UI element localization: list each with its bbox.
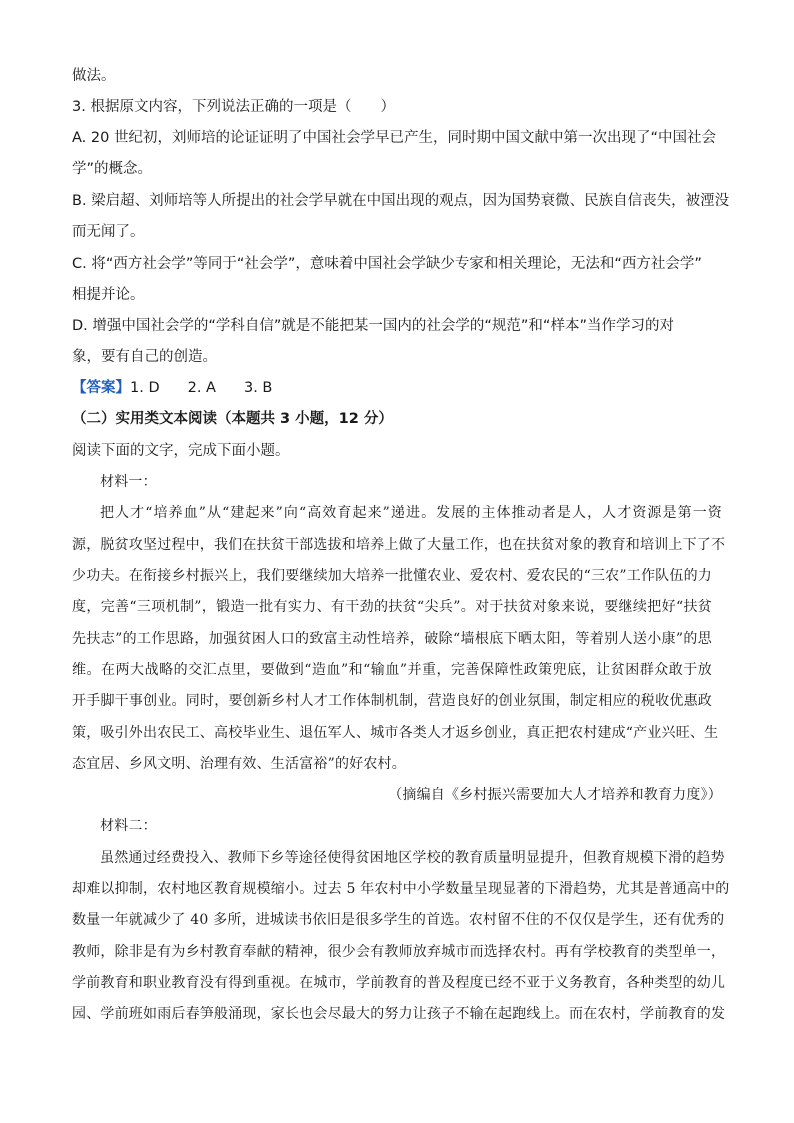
q3-option-a-line2: 学”的概念。 (72, 161, 153, 177)
section-heading: （二）实用类文本阅读（本题共 3 小题，12 分） (72, 411, 393, 427)
q2-continuation: 做法。 (72, 68, 116, 84)
q3-option-d-line1: D. 增强中国社会学的“学科自信”就是不能把某一国内的社会学的“规范”和“样本”当作学习的对 (72, 318, 674, 334)
material2-line: 园、学前班如雨后春笋般涌现，家长也会尽最大的努力让孩子不输在起跑线上。而在农村，学前教育的发 (72, 1006, 726, 1022)
q3-option-c-line2: 相提并论。 (72, 287, 145, 303)
material2-label: 材料二： (100, 818, 157, 834)
q3-option-b-line1: B. 梁启超、刘师培等人所提出的社会学早就在中国出现的观点，因为国势衰微、民族自信丧失，被湮没 (72, 193, 730, 209)
material1-line: 策，吸引外出农民工、高校毕业生、退伍军人、城市各类人才返乡创业，真正把农村建成“产业兴旺、生 (72, 725, 719, 741)
material1-line: 开手脚干事创业。同时，要创新乡村人才工作体制机制，营造良好的创业氛围，制定相应的税收优惠政 (72, 693, 712, 709)
answer-tag: 【答案】 (72, 380, 130, 396)
q3-option-c-line1: C. 将“西方社会学”等同于“社会学”，意味着中国社会学缺少专家和相关理论，无法和“西方社会学” (72, 256, 702, 272)
material2-line: 虽然通过经费投入、教师下乡等途径使得贫困地区学校的教育质量明显提升，但教育规模下滑的趋势 (100, 850, 725, 866)
material2-line: 学前教育和职业教育没有得到重视。在城市，学前教育的普及程度已经不亚于义务教育，各种类型的幼儿 (72, 975, 726, 991)
section-instruction: 阅读下面的文字，完成下面小题。 (72, 443, 290, 459)
material1-line: 态宜居、乡风文明、治理有效、生活富裕”的好农村。 (72, 756, 406, 772)
q3-option-b-line2: 而无闻了。 (72, 224, 145, 240)
answer-line (72, 378, 272, 398)
answer-item-3: 3. B (243, 380, 273, 396)
material2-line: 教师，除非是有为乡村教育奉献的精神，很少会有教师放弃城市而选择农村。再有学校教育的类型单一， (72, 944, 726, 960)
material2-line: 却难以抑制，农村地区教育规模缩小。过去 5 年农村中小学数量呈现显著的下滑趋势，尤其是普通高中的 (72, 881, 730, 897)
material1-line: 度，完善“三项机制”，锻造一批有实力、有干劲的扶贫“尖兵”。对于扶贫对象来说，要继续把好“扶贫 (72, 599, 712, 615)
material1-line: 少功夫。在衔接乡村振兴上，我们要继续加大培养一批懂农业、爱农村、爱农民的“三农”工作队伍的力 (72, 568, 712, 584)
answer-item-2: 2. A (187, 380, 216, 396)
material1-line: 先扶志”的工作思路，加强贫困人口的致富主动性培养，破除“墙根底下晒太阳，等着别人送小康”的思 (72, 631, 712, 647)
q3-option-d-line2: 象，要有自己的创造。 (72, 349, 217, 365)
material1-source: （摘编自《乡村振兴需要加大人才培养和教育力度》） (388, 787, 722, 803)
q3-option-a-line1: A. 20 世纪初，刘师培的论证证明了中国社会学早已产生，同时期中国文献中第一次出现了“中国社会 (72, 130, 716, 146)
material1-line: 维。在两大战略的交汇点里，要做到“造血”和“输血”并重，完善保障性政策兜底，让贫困群众敢于放 (72, 662, 712, 678)
answer-item-1: 1. D (130, 380, 160, 396)
material1-line: 源，脱贫攻坚过程中，我们在扶贫干部选拔和培养上做了大量工作，也在扶贫对象的教育和培训上下了不 (72, 537, 726, 553)
material1-label: 材料一： (100, 474, 157, 490)
material2-line: 数量一年就减少了 40 多所，进城读书依旧是很多学生的首选。农村留不住的不仅仅是学生，还有优秀的 (72, 912, 725, 928)
q3-stem: 3. 根据原文内容，下列说法正确的一项是（ ） (72, 99, 395, 115)
material1-line: 把人才“培养血”从“建起来”向“高效育起来”递进。发展的主体推动者是人，人才资源是第一资 (100, 505, 722, 521)
